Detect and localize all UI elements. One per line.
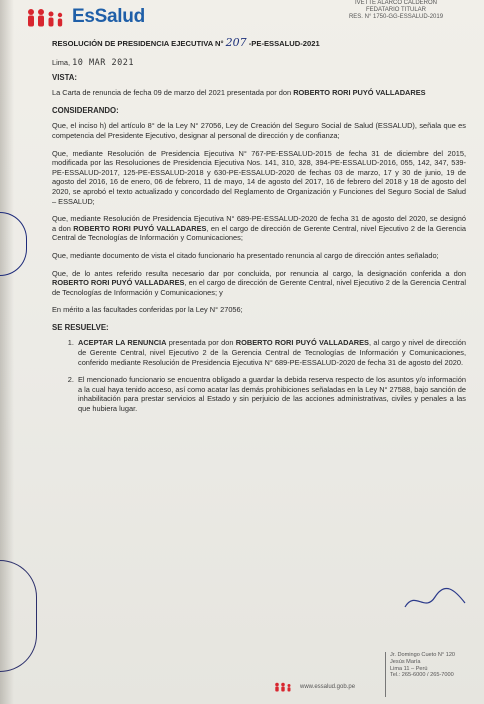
footer-address-line-3: Lima 11 – Perú <box>390 665 428 672</box>
vista-heading: VISTA: <box>52 72 77 82</box>
resuelve-item-1-text-a: presentada por don <box>166 338 236 348</box>
footer-address <box>390 652 480 679</box>
resuelve-item-1 <box>76 338 466 367</box>
resuelve-item-1-name: ROBERTO RORI PUYÓ VALLADARES <box>235 338 369 348</box>
place-label: Lima, <box>52 58 71 67</box>
considerando-3-name: ROBERTO RORI PUYÓ VALLADARES <box>73 223 207 233</box>
footer-website: www.essalud.gob.pe <box>300 684 356 690</box>
footer-address-line-4: Tel.: 265-6000 / 265-7000 <box>390 672 454 679</box>
considerando-5-name: ROBERTO RORI PUYÓ VALLADARES <box>52 278 185 288</box>
resuelve-heading: SE RESUELVE: <box>52 322 109 332</box>
handwritten-signature-icon <box>400 585 470 615</box>
fedatario-res: RES. N° 1750-GG-ESSALUD-2019 <box>348 14 444 20</box>
considerando-4: Que, mediante documento de vista el citado funcionario ha presentado renuncia al cargo de dirección antes señalado; <box>52 250 439 260</box>
footer-logo-icon <box>274 682 296 692</box>
vista-text: La Carta de renuncia de fecha 09 de marzo del 2021 presentada por don <box>52 88 292 98</box>
fedatario-name: IVETTE ALARCO CALDERÓN <box>354 0 438 6</box>
resolution-title <box>52 36 320 49</box>
considerando-3-text-b: , en el cargo de dirección de Gerente Central, nivel Ejecutivo 2 de la Gerencia Central de Tecnologías de Información y Comunicaciones; <box>52 223 466 243</box>
considerando-3 <box>52 214 466 243</box>
margin-seal-stamp <box>0 212 27 276</box>
vista-paragraph <box>52 88 466 98</box>
considerando-heading: CONSIDERANDO: <box>52 105 119 115</box>
considerando-3-text-a: Que, mediante Resolución de Presidencia Ejecutiva N° 689-PE-ESSALUD-2020 de fecha 31 de agosto del 2020, se designó a don <box>52 214 466 233</box>
footer-divider <box>385 652 386 697</box>
resolution-suffix: -PE-ESSALUD-2021 <box>248 39 320 48</box>
considerando-5-text-b: , en el cargo de dirección de Gerente Central, nivel Ejecutivo 2 de la Gerencia Central de Tecnologías de Información y Comunicaciones; y <box>52 278 467 297</box>
essalud-family-logo-icon <box>26 8 70 28</box>
considerando-1: Que, el inciso h) del artículo 8° de la Ley N° 27056, Ley de Creación del Seguro Social de Salud (ESSALUD), señala que es competencia del Presidente Ejecutivo, designar al personal de dirección y de confianza; <box>52 121 466 140</box>
considerando-2: Que, mediante Resolución de Presidencia Ejecutiva N° 767-PE-ESSALUD-2015 de fecha 31 de diciembre del 2015, modificada por las Resoluciones de Presidencia Ejecutiva Nos. 141, 310, 328, 394-PE-ESSALUD-2016, 055, 142, 347, 539-PE-ESSALUD-2017, 125-PE-ESSALUD-2018 y 630-PE-ESSALUD-2020 de fechas 03 de marzo, 17 y 30 de junio, 19 de agosto del 2016, 16 de enero, 06 de febrero, 11 de mayo, 14 de agosto del 2017, 16 de febrero del 2018 y 18 de agosto del 2020, se aprobó el texto actualizado y concordado del Reglamento de Organización y Funciones del Seguro Social de Salud – ESSALUD; <box>52 148 466 206</box>
considerando-5 <box>52 269 466 298</box>
vista-name: ROBERTO RORI PUYÓ VALLADARES <box>293 88 426 98</box>
brand-name: EsSalud <box>72 6 145 27</box>
merito-paragraph: En mérito a las facultades conferidas por la Ley N° 27056; <box>52 305 243 315</box>
resuelve-item-1-lead: ACEPTAR LA RENUNCIA <box>78 338 167 348</box>
document-body <box>52 58 466 422</box>
fedatario-role: FEDATARIO TITULAR <box>365 7 426 13</box>
resuelve-list <box>52 338 466 413</box>
margin-seal-stamp-lower <box>0 560 37 672</box>
resolution-number: 207 <box>225 36 247 49</box>
date-line <box>52 58 466 69</box>
fedatario-stamp <box>316 0 476 21</box>
resolution-prefix: RESOLUCIÓN DE PRESIDENCIA EJECUTIVA N° <box>52 39 224 48</box>
letterhead <box>0 0 484 36</box>
date-stamp: 10 MAR 2021 <box>72 58 134 68</box>
resuelve-item-2: 2. El mencionado funcionario se encuentra obligado a guardar la debida reserva respecto de los asuntos y/o información a la cual haya tenido acceso, así como acatar las demás prohibiciones señaladas en la Ley N° 27588, bajo sanción de inhabilitación para prestar servicios al Estado y sin perjuicio de las acciones administrativas, civiles y penales a las que hubiera lugar. <box>76 375 466 413</box>
resuelve-item-1-text-b: , al cargo y nivel de dirección de Gerente Central, nivel Ejecutivo 2 de la Gerencia Central de Tecnologías de Información y Comunicaciones, conferido mediante Resolución de Presidencia Ejecutiva N° 689-PE-ESSALUD-2020 de fecha 31 de agosto del 2020. <box>78 338 466 367</box>
considerando-5-text-a: Que, de lo antes referido resulta necesario dar por concluida, por renuncia al cargo, la designación conferida a don <box>52 268 466 278</box>
footer-address-line-2: Jesús María <box>390 658 421 665</box>
footer-address-line-1: Jr. Domingo Cueto N° 120 <box>390 652 456 658</box>
